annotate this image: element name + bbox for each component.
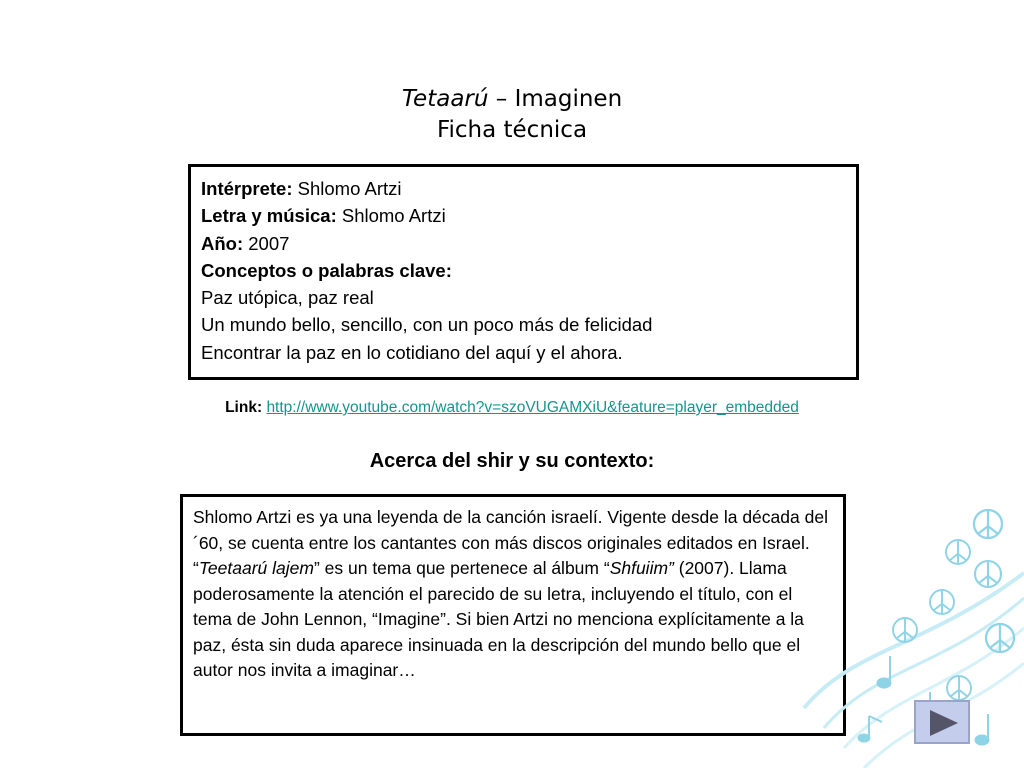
conceptos-label: Conceptos o palabras clave:	[201, 259, 452, 281]
anio-value: 2007	[243, 232, 290, 254]
interprete-value: Shlomo Artzi	[292, 178, 402, 199]
peace-icon	[975, 561, 1001, 587]
peace-icon	[893, 618, 917, 642]
peace-icon	[930, 590, 954, 614]
next-slide-button[interactable]	[914, 700, 970, 744]
anio-row	[201, 230, 846, 257]
song-title: Teetaarú lajem	[198, 558, 314, 578]
title-line-2: Ficha técnica	[436, 117, 588, 143]
letra-value: Shlomo Artzi	[336, 205, 446, 227]
link-line	[0, 399, 1024, 417]
peace-icon	[974, 510, 1002, 538]
concept-item: Un mundo bello, sencillo, con un poco más de felicidad	[201, 314, 653, 336]
letra-label: Letra y música:	[201, 205, 337, 227]
album-title: Shfuiim”	[609, 558, 674, 578]
concept-item: Encontrar la paz en lo cotidiano del aquí y el ahora.	[201, 341, 623, 363]
ficha-tecnica-box	[188, 164, 859, 380]
link-label: Link:	[225, 399, 263, 416]
title-line-1	[0, 84, 1024, 115]
about-heading: Acerca del shir y su contexto:	[369, 450, 655, 472]
concept-item: Paz utópica, paz real	[201, 287, 374, 309]
slide-title	[0, 84, 1024, 146]
play-triangle-icon	[930, 710, 958, 736]
anio-label: Año:	[201, 232, 244, 254]
about-paragraph-2: “Teetaarú lajem” es un tema que pertenece al álbum “Shfuiim” (2007). Llama poderosamente la atención el parecido de su letra, incluyendo el título, con el tema de John Lennon, “Imagine”. Si bien Artzi no menciona explícitamente a la paz, ésta sin duda aparece insinuada en la descripción del mundo bello que el autor nos invita a imaginar…	[193, 558, 804, 680]
title-rest: – Imaginen	[488, 86, 623, 112]
interprete-row	[201, 175, 846, 202]
letra-row	[201, 202, 846, 229]
song-name: Tetaarú	[401, 86, 489, 112]
about-paragraph-1: Shlomo Artzi es ya una leyenda de la canción israelí. Vigente desde la década del ´60, se cuenta entre los cantantes con más discos originales editados en Israel.	[193, 507, 828, 553]
peace-icon	[946, 540, 970, 564]
youtube-link[interactable]: http://www.youtube.com/watch?v=szoVUGAMXiU&feature=player_embedded	[266, 399, 799, 416]
peace-icon	[947, 676, 971, 700]
about-box	[180, 494, 846, 736]
peace-music-decoration	[764, 478, 1024, 768]
interprete-label: Intérprete:	[201, 178, 293, 199]
